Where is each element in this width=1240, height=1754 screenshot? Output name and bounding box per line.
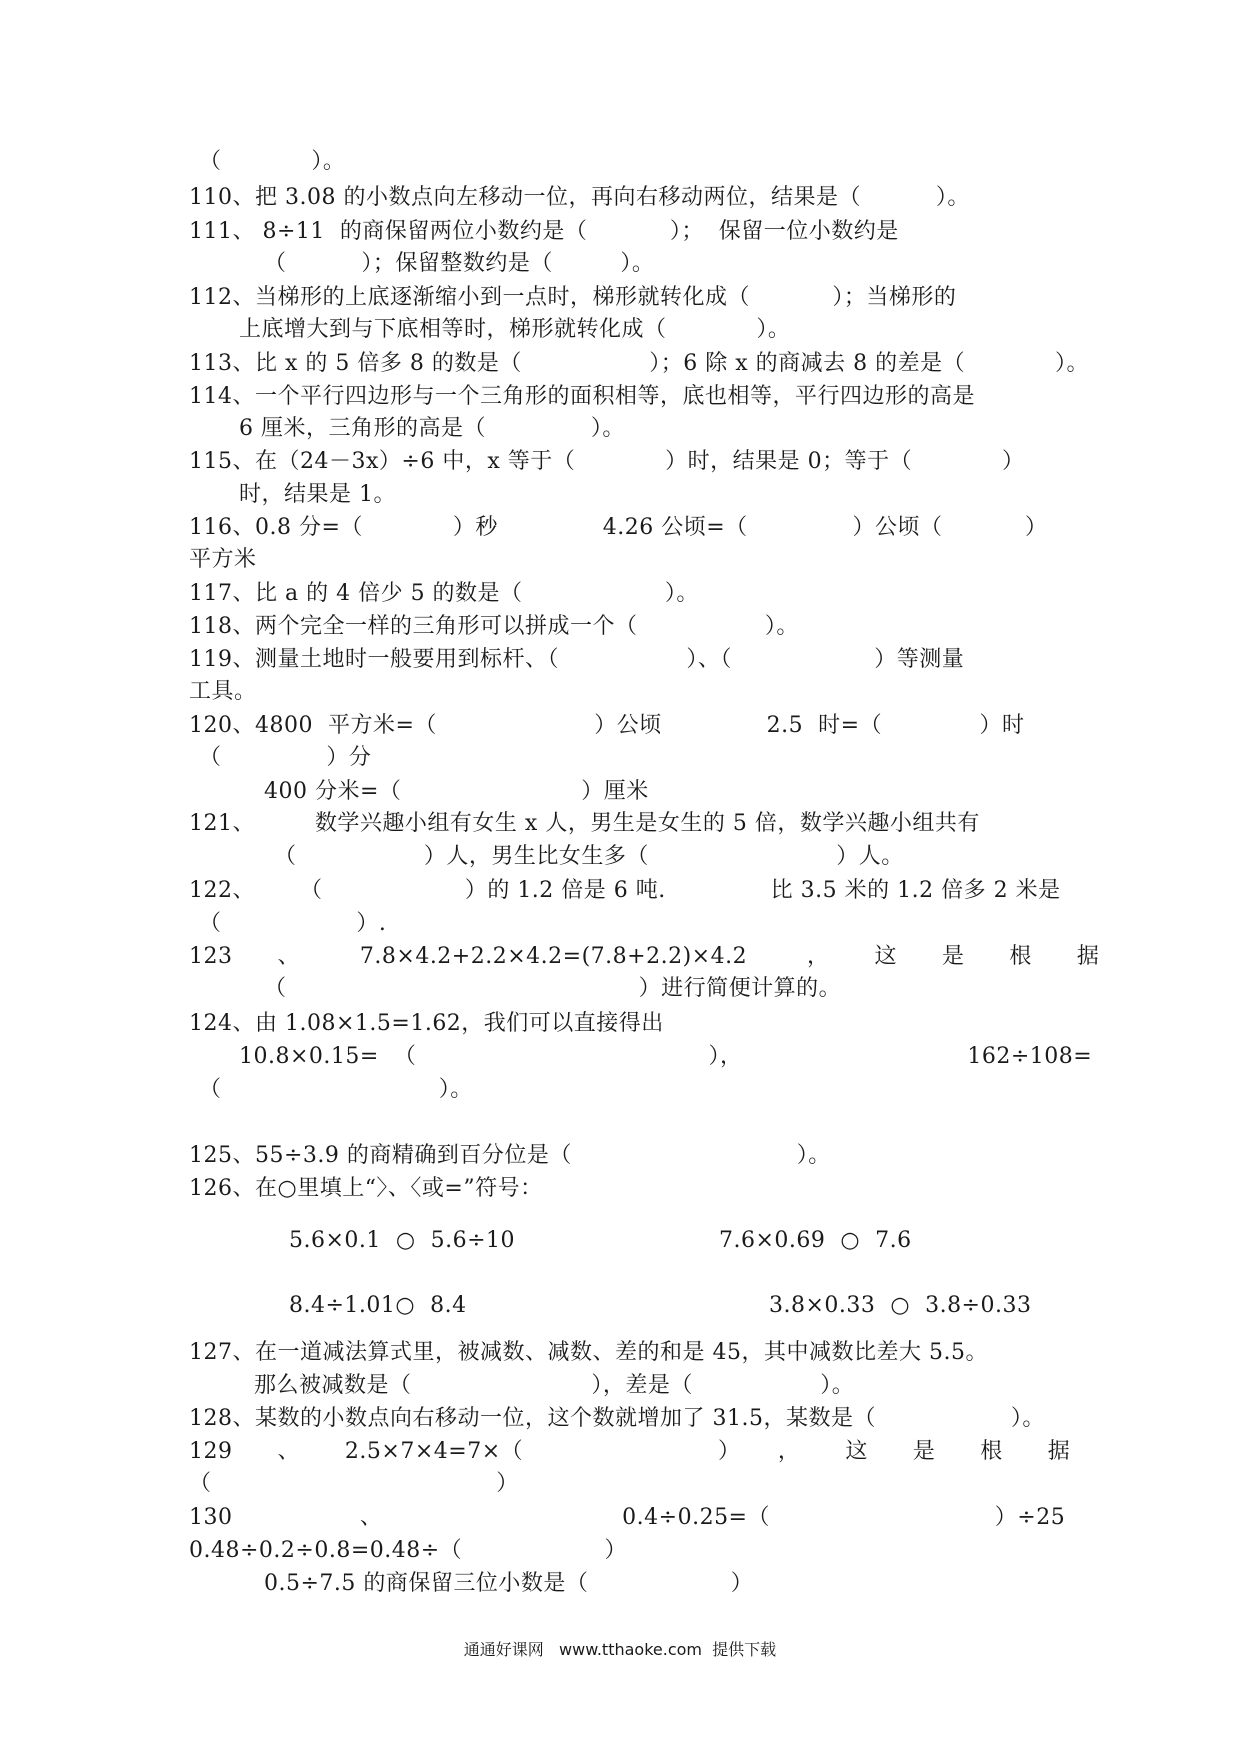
- question-130: 130 、 0.4÷0.25=（ ）÷25: [189, 1505, 1066, 1530]
- question-128: 128、某数的小数点向右移动一位，这个数就增加了 31.5，某数是（ ）。: [189, 1406, 1045, 1431]
- question-118: 118、两个完全一样的三角形可以拼成一个（ ）。: [189, 614, 799, 639]
- question-120: 120、4800 平方米=（ ）公顷 2.5 时=（ ）时: [189, 713, 1025, 738]
- question-126: 126、在○里填上“〉、〈或=”符号：: [189, 1176, 543, 1201]
- question-116: 116、0.8 分=（ ）秒 4.26 公顷=（ ）公顷（ ）: [189, 515, 1048, 540]
- question-111: 111、 8÷11 的商保留两位小数约是（ ）； 保留一位小数约是: [189, 219, 899, 244]
- question-130-cont2: 0.5÷7.5 的商保留三位小数是（ ）: [264, 1571, 754, 1596]
- question-117: 117、比 a 的 4 倍少 5 的数是（ ）。: [189, 581, 699, 606]
- question-119: 119、测量土地时一般要用到标杆、（ ）、（ ）等测量: [189, 647, 965, 672]
- question-123: 123 、 7.8×4.2+2.2×4.2=(7.8+2.2)×4.2 ， 这 是 根 据: [189, 944, 1100, 969]
- question-121-cont: （ ）人，男生比女生多（ ）人。: [274, 844, 904, 869]
- question-120-cont: （ ）分: [199, 745, 372, 770]
- question-114-cont: 6 厘米，三角形的高是（ ）。: [239, 416, 625, 441]
- compare-item-3: 8.4÷1.01○ 8.4: [289, 1293, 467, 1318]
- compare-item-2: 7.6×0.69 ○ 7.6: [719, 1228, 912, 1253]
- question-121: 121、 数学兴趣小组有女生 x 人，男生是女生的 5 倍，数学兴趣小组共有: [189, 811, 980, 836]
- question-114: 114、一个平行四边形与一个三角形的面积相等，底也相等，平行四边形的高是: [189, 384, 975, 409]
- question-120-cont2: 400 分米=（ ）厘米: [264, 779, 649, 804]
- question-116-cont: 平方米: [189, 547, 257, 572]
- question-124-cont: 10.8×0.15= （ ）， 162÷108=: [239, 1044, 1093, 1069]
- question-112: 112、当梯形的上底逐渐缩小到一点时，梯形就转化成（ ）；当梯形的: [189, 285, 957, 310]
- question-111-cont: （ ）；保留整数约是（ ）。: [264, 251, 655, 276]
- question-127-cont: 那么被减数是（ ），差是（ ）。: [254, 1373, 855, 1398]
- question-127: 127、在一道减法算式里，被减数、减数、差的和是 45，其中减数比差大 5.5。: [189, 1340, 988, 1365]
- question-124: 124、由 1.08×1.5=1.62，我们可以直接得出: [189, 1011, 664, 1036]
- question-124-cont2: （ ）。: [199, 1077, 473, 1102]
- question-129: 129 、 2.5×7×4=7×（ ） ， 这 是 根 据: [189, 1439, 1071, 1464]
- question-122-cont: （ ）.: [199, 911, 387, 936]
- question-119-cont: 工具。: [189, 679, 257, 704]
- blank-line-continuation: （ ）。: [199, 149, 346, 174]
- question-115-cont: 时，结果是 1。: [239, 482, 396, 507]
- question-123-cont: （ ）进行简便计算的。: [264, 976, 842, 1001]
- footer-download-note: 通通好课网 www.tthaoke.com 提供下载: [463, 1640, 777, 1659]
- question-125: 125、55÷3.9 的商精确到百分位是（ ）。: [189, 1143, 831, 1168]
- question-112-cont: 上底增大到与下底相等时，梯形就转化成（ ）。: [239, 317, 791, 342]
- question-113: 113、比 x 的 5 倍多 8 的数是（ ）；6 除 x 的商减去 8 的差是（ ）。: [189, 351, 1090, 376]
- question-115: 115、在（24－3x）÷6 中，x 等于（ ）时，结果是 0；等于（ ）: [189, 449, 1025, 474]
- question-122: 122、 （ ）的 1.2 倍是 6 吨. 比 3.5 米的 1.2 倍多 2 米是: [189, 878, 1061, 903]
- question-110: 110、把 3.08 的小数点向左移动一位，再向右移动两位，结果是（ ）。: [189, 185, 970, 210]
- question-129-cont: （ ）: [189, 1471, 519, 1496]
- question-130-cont: 0.48÷0.2÷0.8=0.48÷（ ）: [189, 1538, 628, 1563]
- compare-item-4: 3.8×0.33 ○ 3.8÷0.33: [769, 1293, 1032, 1318]
- compare-item-1: 5.6×0.1 ○ 5.6÷10: [289, 1228, 515, 1253]
